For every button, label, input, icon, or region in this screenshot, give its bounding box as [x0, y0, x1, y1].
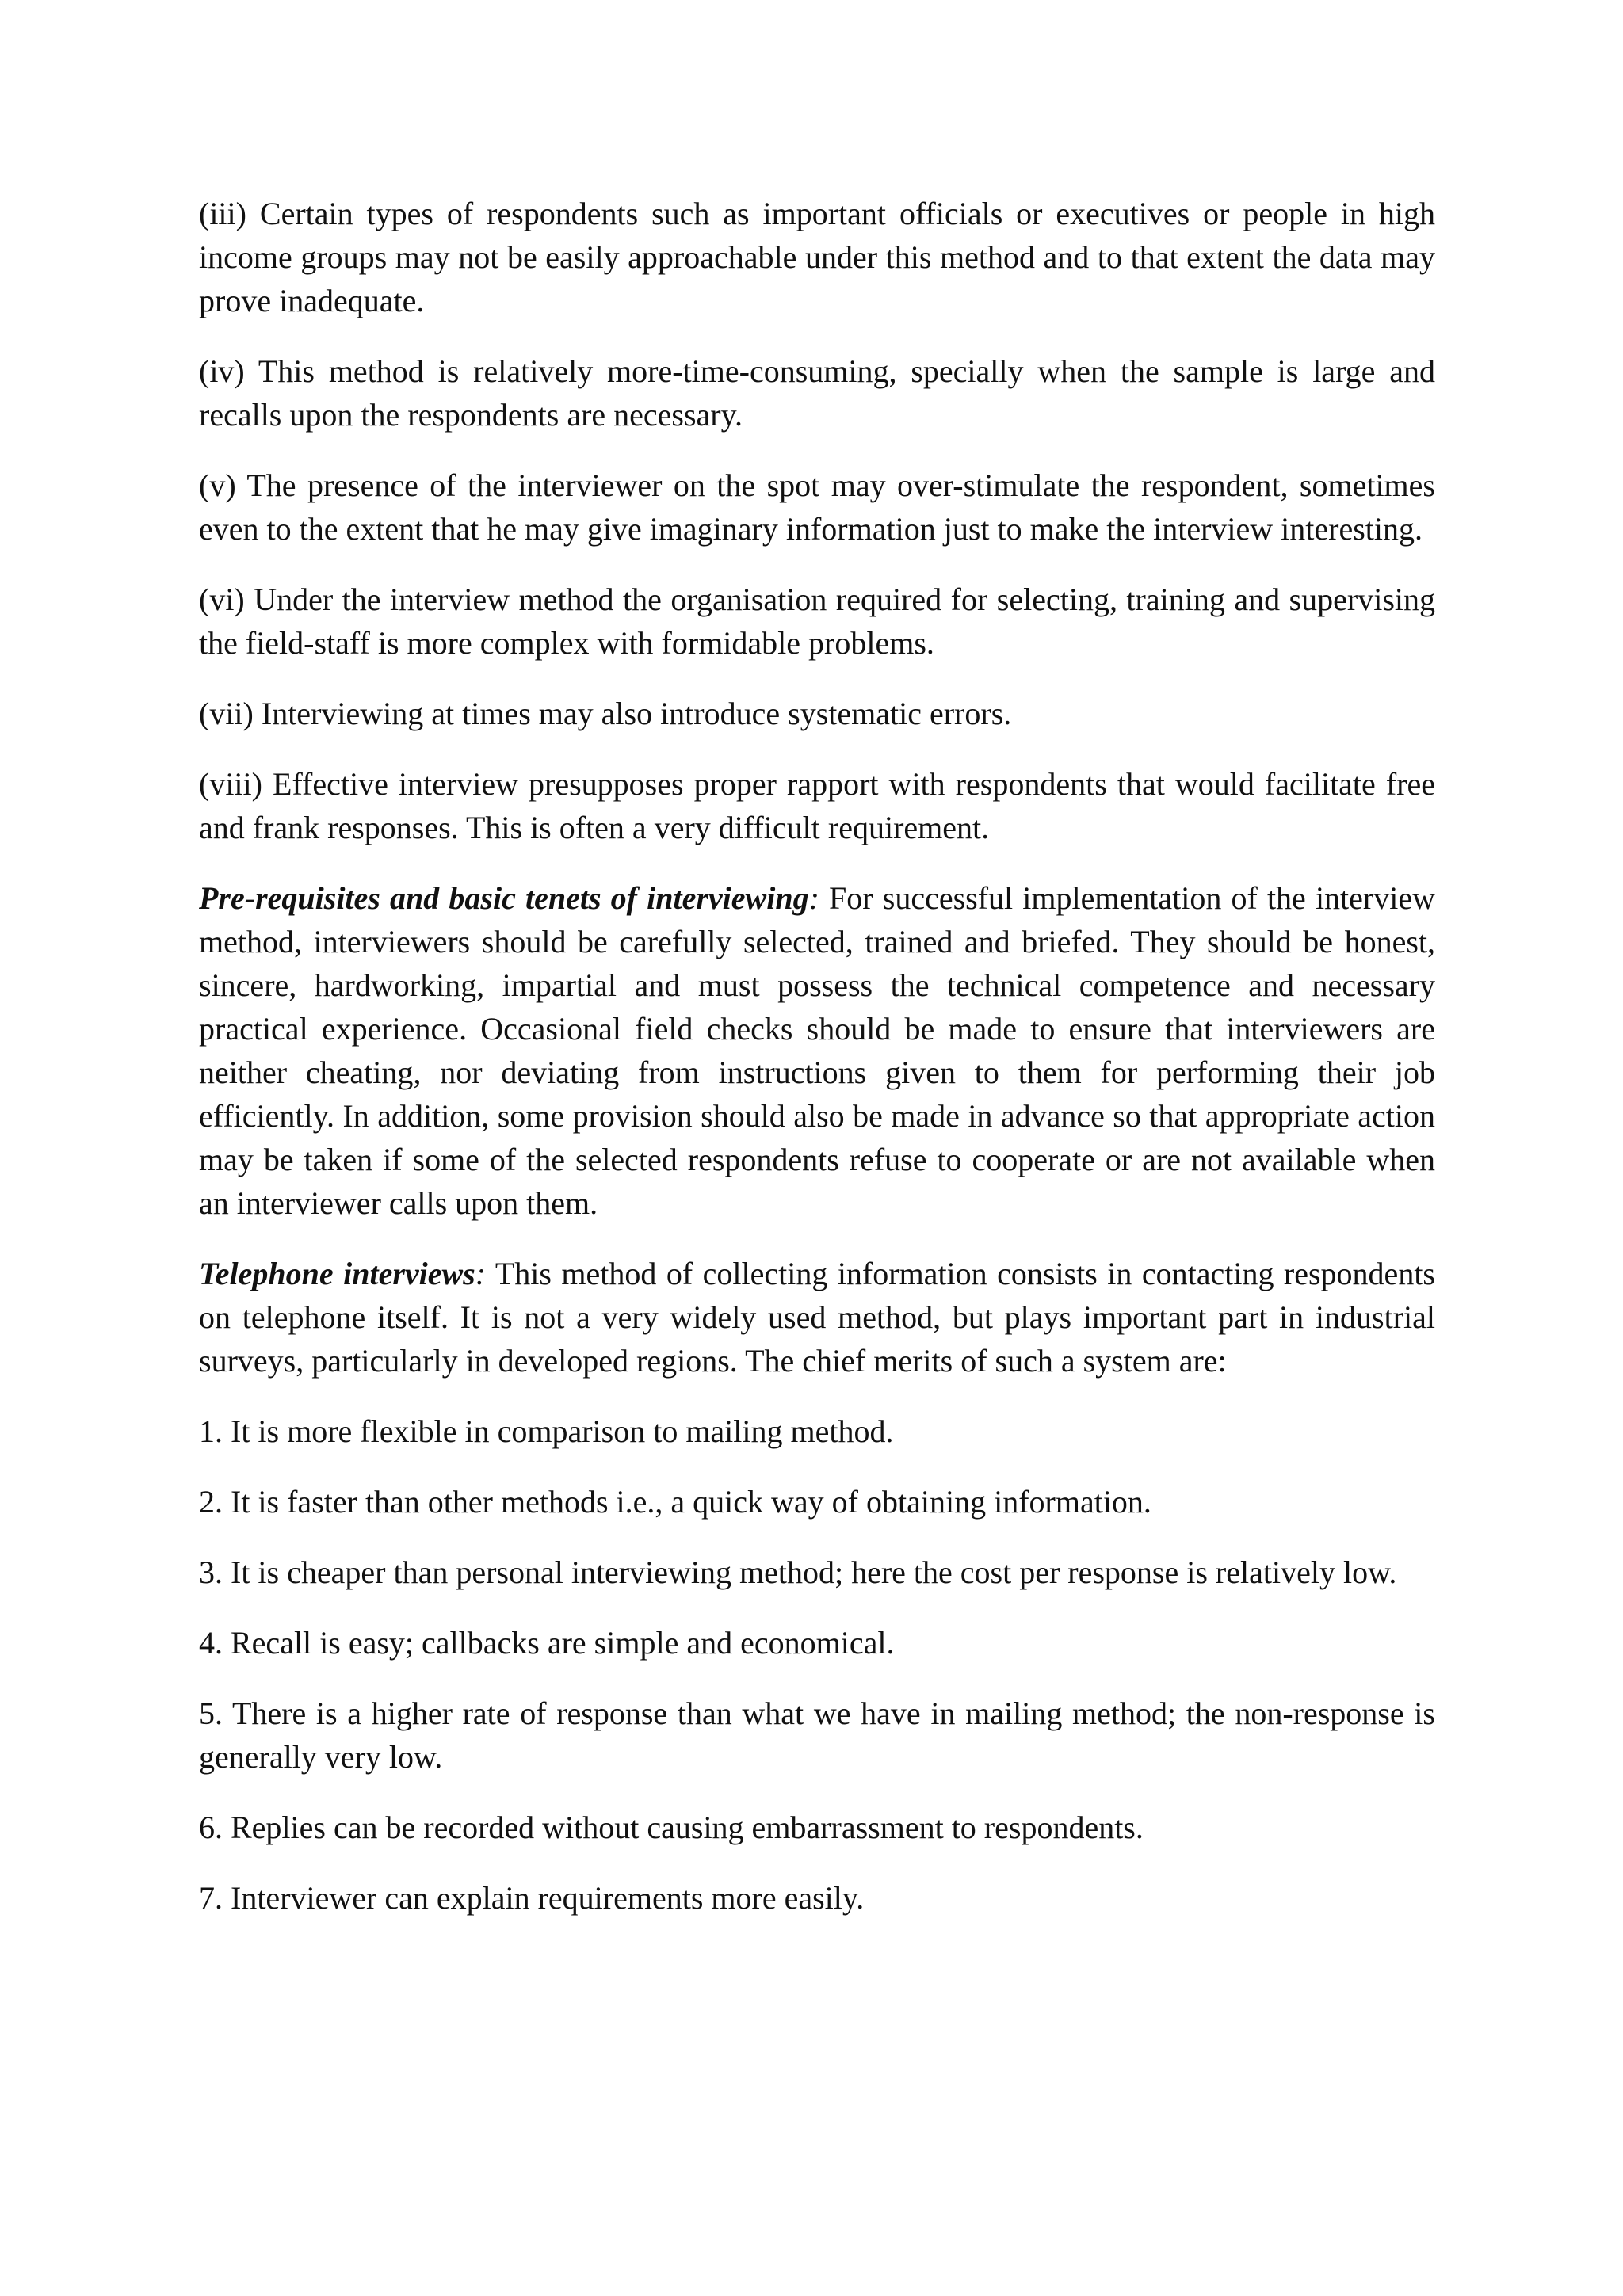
- point-viii: (viii) Effective interview presupposes proper rapport with respondents that would facilitate free and frank responses. This is often a very difficult requirement.: [199, 766, 1435, 845]
- telephone-paragraph: [199, 1252, 1435, 1383]
- telephone-heading: Telephone interviews: [199, 1256, 475, 1291]
- merit-3: 3. It is cheaper than personal interviewing method; here the cost per response is relatively low.: [199, 1554, 1397, 1590]
- document-page: [199, 192, 1435, 1947]
- merit-7: 7. Interviewer can explain requirements more easily.: [199, 1880, 865, 1916]
- prerequisites-heading: Pre-requisites and basic tenets of interviewing: [199, 880, 809, 916]
- point-v: (v) The presence of the interviewer on the spot may over-stimulate the respondent, sometimes even to the extent that he may give imaginary information just to make the interview interesting.: [199, 467, 1435, 547]
- merit-6: 6. Replies can be recorded without causing embarrassment to respondents.: [199, 1810, 1144, 1845]
- merit-4: 4. Recall is easy; callbacks are simple and economical.: [199, 1625, 895, 1661]
- merit-1: 1. It is more flexible in comparison to mailing method.: [199, 1413, 894, 1449]
- prerequisites-paragraph: [199, 876, 1435, 1225]
- point-vii: (vii) Interviewing at times may also introduce systematic errors.: [199, 696, 1012, 731]
- point-vi: (vi) Under the interview method the organisation required for selecting, training and supervising the field-staff is more complex with formidable problems.: [199, 582, 1435, 661]
- point-iii: (iii) Certain types of respondents such as important officials or executives or people in high income groups may not be easily approachable under this method and to that extent the data may prove inadequate.: [199, 196, 1435, 318]
- merit-5: 5. There is a higher rate of response than what we have in mailing method; the non-response is generally very low.: [199, 1695, 1435, 1775]
- merit-2: 2. It is faster than other methods i.e., a quick way of obtaining information.: [199, 1484, 1151, 1520]
- telephone-colon: :: [475, 1256, 487, 1291]
- telephone-text: This method of collecting information consists in contacting respondents on telephone itself. It is not a very widely used method, but plays important part in industrial surveys, particularly in developed regions. The chief merits of such a system are:: [199, 1256, 1435, 1379]
- point-iv: (iv) This method is relatively more-time-consuming, specially when the sample is large and recalls upon the respondents are necessary.: [199, 353, 1435, 433]
- prerequisites-text: For successful implementation of the interview method, interviewers should be carefully selected, trained and briefed. They should be honest, sincere, hardworking, impartial and must possess the technical competence and necessary practical experience. Occasional field checks should be made to ensure that interviewers are neither cheating, nor deviating from instructions given to them for performing their job efficiently. In addition, some provision should also be made in advance so that appropriate action may be taken if some of the selected respondents refuse to cooperate or are not available when an interviewer calls upon them.: [199, 880, 1435, 1221]
- prerequisites-colon: :: [808, 880, 819, 916]
